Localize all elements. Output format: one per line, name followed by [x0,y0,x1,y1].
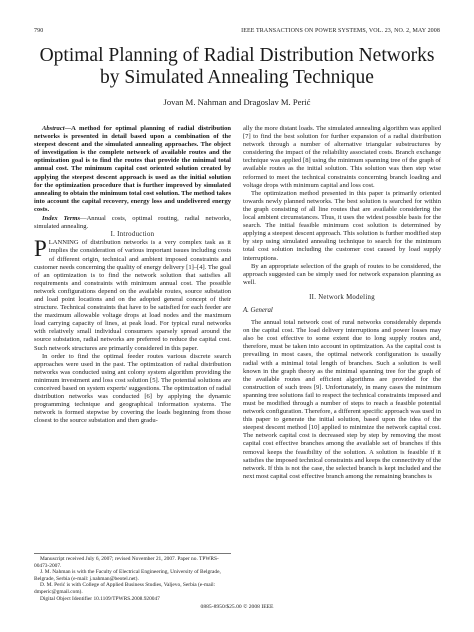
page-number: 790 [34,28,44,34]
right-paragraph-1: ally the more distant loads. The simulated annealing algorithm was applied [7] to find the best solution for further expansion of a radial distribution network through a number of alternative triangular substructures by considering the impact of the reliability associated costs. Branch exchange technique was applied [8] using the minimum spanning tree of the graph of available routes as the initial solution. This solution was then step wise reformed to meet the technical constraints concerning branch loading and voltage drops with minimum capital and loss cost. [243,125,441,189]
running-header [34,28,440,38]
index-terms [34,215,231,231]
index-terms-text: —Annual costs, optimal routing, radial networks, simulated annealing. [34,215,231,231]
intro-paragraph-2: In order to find the optimal feeder routes various discrete search approaches were used in the past. The optimization of radial distribution networks was conducted using ant colony system algorithm providing the minimum investment and loss cost solution [5]. The potential solutions are conceived based on system experts' suggestions. The optimization of radial distribution networks was conducted [6] by applying the dynamic programming technique and geographical information systems. The network is formed stepwise by covering the loads beginning from those closest to the source substation and then gradu- [34,352,231,425]
abstract-label: Abstract [42,125,65,132]
journal-citation: IEEE TRANSACTIONS ON POWER SYSTEMS, VOL. 23, NO. 2, MAY 2008 [241,28,440,34]
footnote-doi: Digital Object Identifier 10.1109/TPWRS.2008.920047 [40,595,160,602]
footnotes [34,553,231,602]
general-paragraph-1: The annual total network cost of rural networks considerably depends on the capital cost. The load delivery interruptions and power losses may also be cost effective to some extent due to long supply routes and, therefore, must be taken into account in optimization. As the capital cost is prevailing in most cases, the optimal network configuration is usually radial with a minimal total length of branches. Such a solution is well known in the graph theory as the minimal spanning tree for the graph of the available routes and efficient algorithms are provided for the construction of such trees [9]. Unfortunately, in many cases the minimum spanning tree solutions fail to respect the technical constraints imposed and must be modified through a number of steps to reach a feasible potential network configuration. Therefore, a different specific approach was used in this paper to generate the initial solution, based upon the idea of the steepest descent method [10] applied to minimize the network capital cost. The network capital cost is decreased step by step by removing the most capital cost effective branches among the available set of branches if this removal keeps the feasibility of the solution. A solution is feasible if it satisfies the imposed technical constraints and keeps the connectivity of the network. If this is not the case, the selected branch is kept included and the next most capital cost effective branch among the remaining branches is [243,319,441,480]
author-list: Jovan M. Nahman and Dragoslav M. Perić [163,97,311,107]
right-paragraph-2: The optimization method presented in this paper is primarily oriented towards newly planned networks. The best solution is searched for within the graph consisting of all line routes that are available considering the local ambient circumstances. Thus, it uses the widest possible basis for the search. The initial feasible minimum cost solution is determined by applying a steepest descent approach. This solution is further modified step by step using simulated annealing technique to search for the minimum total cost solution including the customer cost caused by load supply interruptions. [243,189,441,262]
section-heading-introduction: I. Introduction [110,231,155,239]
copyright-line: 0885-8950/$25.00 © 2008 IEEE [200,604,274,610]
intro-p1-text: of distribution networks is a very complex task as it implies the consideration of various important issues including costs of different origin, technical and ambient imposed constraints and customer needs concerning the quality of energy delivery [1]–[4]. The goal of an optimization is to find the network solution that satisfies all requirements and constraints with minimum annual cost. The possible network configurations depend on the available routes, source substation and load point locations and on the adopted general concept of their structure. Technical constraints that have to be satisfied for each feeder are the maximum allowable voltage drops at load nodes and the maximum load carrying capacity of lines, at peak load. For typical rural networks with relatively small individual consumers sparsely spread around the source substation, radial networks are preferred to reduce the capital cost. Such network structures are primarily considered in this paper. [34,239,231,352]
footnote-author-1: J. M. Nahman is with the Faculty of Electrical Engineering, University of Belgrade, Belgrade, Serbia (e-mail: j.nahman@beotel.net). [34,569,221,582]
section-heading-network-modeling: II. Network Modeling [309,293,375,301]
drop-cap: P [34,236,47,262]
footnote-author-2: D. M. Perić is with College of Applied Business Studies, Valjevo, Serbia (e-mail: dmperic@gmail.com). [34,582,216,595]
abstract-text: —A method for optimal planning of radial distribution networks is presented in detail based upon a combination of the steepest descent and the simulated annealing approaches. The object of investigation is the complete network of available routes and the optimization goal is to find the routes that provide the minimal total annual cost. The minimum capital cost oriented solution created by applying the steepest descent approach is used as the initial solution for the optimization procedure that is further improved by simulated annealing to obtain the minimum total cost solution. The method takes into account the capital recovery, energy loss and undelivered energy costs. [34,125,231,213]
title-line-2: by Simulated Annealing Technique [100,67,374,88]
left-column [34,125,231,425]
subsection-heading-general: A. General [243,306,273,314]
intro-paragraph-1 [34,236,231,352]
intro-first-word: LANNING [48,239,79,247]
footnote-manuscript: Manuscript received July 6, 2007; revised November 21, 2007. Paper no. TPWRS-00473-2007. [34,556,219,569]
abstract [34,125,231,214]
right-column [243,125,441,481]
paper-title [34,45,440,89]
index-terms-label: Index Terms [42,215,81,223]
title-line-1: Optimal Planning of Radial Distribution Networks [39,45,435,66]
right-paragraph-3: By an appropriate selection of the graph of routes to be considered, the approach suggested can be simply used for network expansion planning as well. [243,262,441,286]
